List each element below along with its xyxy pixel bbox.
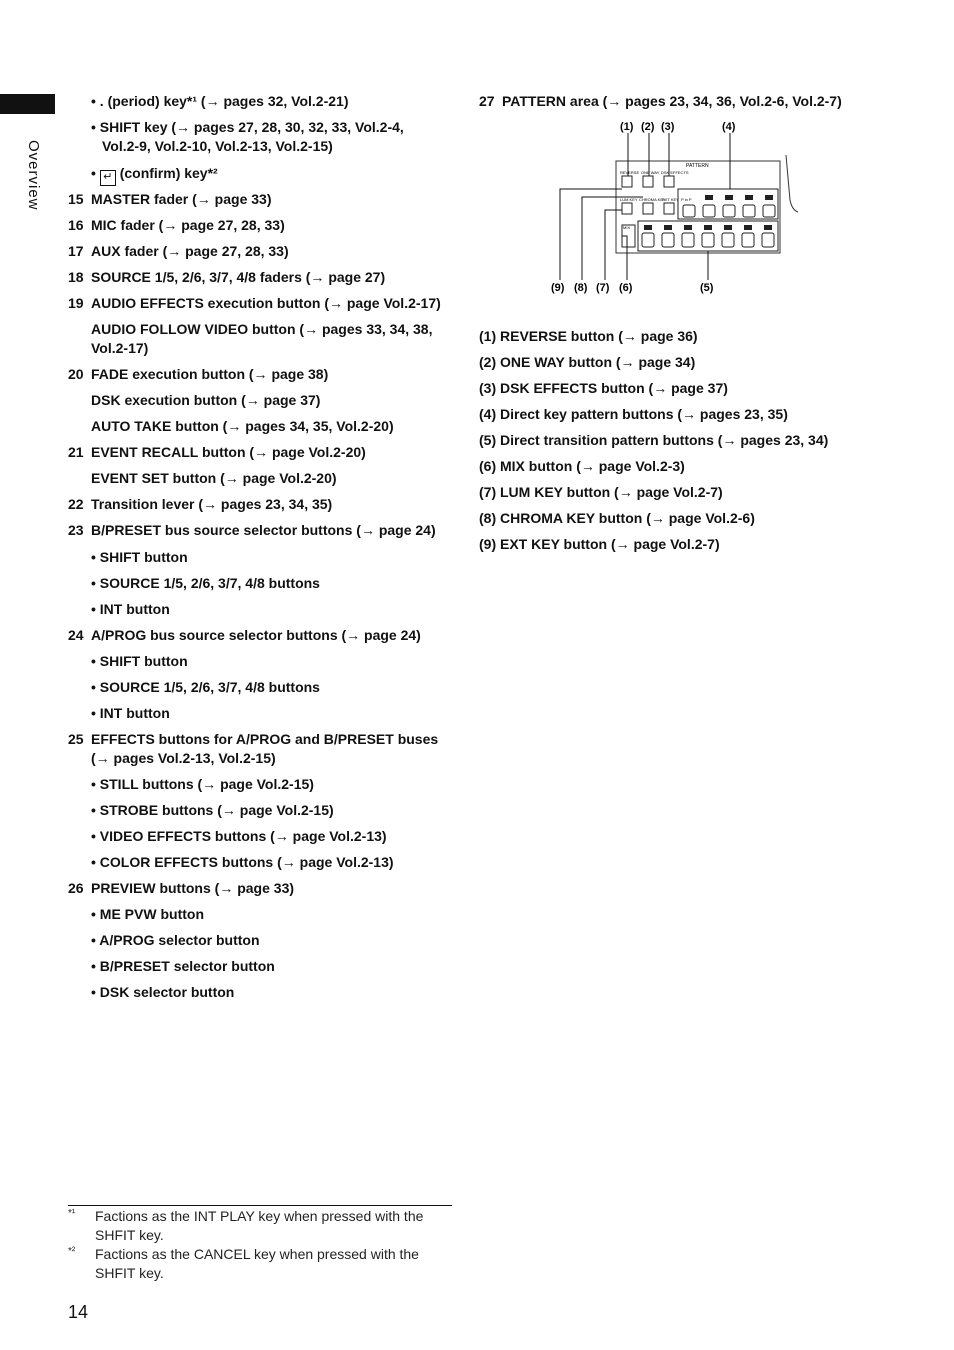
- section-tab-marker: [0, 94, 55, 114]
- svg-text:MIX: MIX: [623, 225, 631, 230]
- item-number: 15: [68, 191, 84, 207]
- left-list-item: • ME PVW button: [91, 906, 204, 922]
- callout-1: (1): [620, 121, 634, 133]
- item-number: 16: [68, 217, 84, 233]
- left-list-item: AUDIO FOLLOW VIDEO button (→ pages 33, 34, 38,: [91, 321, 433, 337]
- callout-3: (3): [661, 121, 675, 133]
- page-number: 14: [68, 1302, 89, 1322]
- svg-text:REVERSE: REVERSE: [620, 170, 640, 175]
- pattern-area-diagram: [540, 115, 860, 300]
- pattern-item: (9) EXT KEY button (→ page Vol.2-7): [479, 536, 720, 552]
- left-list-item: • B/PRESET selector button: [91, 958, 275, 974]
- callout-6: (6): [619, 282, 633, 294]
- footnote-mark: *²: [68, 1246, 76, 1257]
- item-number: 20: [68, 366, 84, 382]
- pattern-area-heading: PATTERN area (→ pages 23, 34, 36, Vol.2-6, Vol.2-7): [502, 93, 842, 109]
- left-list-item: EVENT RECALL button (→ page Vol.2-20): [91, 444, 366, 460]
- left-list-item: • . (period) key*¹ (→ pages 32, Vol.2-21): [91, 93, 349, 109]
- left-list-item: (→ pages Vol.2-13, Vol.2-15): [91, 750, 276, 766]
- pattern-item: (6) MIX button (→ page Vol.2-3): [479, 458, 685, 474]
- left-list-item: Vol.2-17): [91, 340, 149, 356]
- left-list-item: • ↵ (confirm) key*²: [91, 164, 218, 186]
- svg-text:DSK EFFECTS: DSK EFFECTS: [661, 170, 689, 175]
- item-number: 22: [68, 496, 84, 512]
- item-number: 24: [68, 627, 84, 643]
- item-number: 19: [68, 295, 84, 311]
- item-number: 25: [68, 731, 84, 747]
- left-list-item: • SHIFT button: [91, 653, 188, 669]
- left-list-item: AUX fader (→ page 27, 28, 33): [91, 243, 289, 259]
- left-list-item: MIC fader (→ page 27, 28, 33): [91, 217, 285, 233]
- pattern-item: (2) ONE WAY button (→ page 34): [479, 354, 696, 370]
- callout-5: (5): [700, 282, 714, 294]
- item-number: 23: [68, 522, 84, 538]
- footnote-text: SHFIT key.: [95, 1227, 164, 1243]
- left-list-item: • SHIFT key (→ pages 27, 28, 30, 32, 33, Vol.2-4,: [91, 119, 404, 135]
- left-list-item: • A/PROG selector button: [91, 932, 260, 948]
- callout-4: (4): [722, 121, 736, 133]
- left-list-item: PREVIEW buttons (→ page 33): [91, 880, 295, 896]
- left-list-item: SOURCE 1/5, 2/6, 3/7, 4/8 faders (→ page 27): [91, 269, 386, 285]
- item-number: 17: [68, 243, 84, 259]
- pattern-item: (7) LUM KEY button (→ page Vol.2-7): [479, 484, 723, 500]
- enter-key-icon: ↵: [100, 170, 116, 186]
- left-list-item: AUTO TAKE button (→ pages 34, 35, Vol.2-20): [91, 418, 394, 434]
- panel-title: PATTERN: [686, 163, 709, 169]
- svg-text:LUM KEY: LUM KEY: [620, 197, 638, 202]
- left-list-item: MASTER fader (→ page 33): [91, 191, 272, 207]
- footnote-mark: *¹: [68, 1208, 76, 1219]
- item-number: 26: [68, 880, 84, 896]
- callout-2: (2): [641, 121, 655, 133]
- item-number: 27: [479, 93, 495, 109]
- left-list-item: • SOURCE 1/5, 2/6, 3/7, 4/8 buttons: [91, 575, 320, 591]
- callout-8: (8): [574, 282, 588, 294]
- footnote-text: SHFIT key.: [95, 1265, 164, 1281]
- left-list-item: Transition lever (→ pages 23, 34, 35): [91, 496, 333, 512]
- left-list-item: • INT button: [91, 601, 170, 617]
- svg-text:CHROMA KEY: CHROMA KEY: [639, 197, 666, 202]
- left-list-item: EFFECTS buttons for A/PROG and B/PRESET buses: [91, 731, 439, 747]
- left-list-item: DSK execution button (→ page 37): [91, 392, 321, 408]
- left-list-item: • SOURCE 1/5, 2/6, 3/7, 4/8 buttons: [91, 679, 320, 695]
- left-list-item: • DSK selector button: [91, 984, 235, 1000]
- svg-text:ONE WAY: ONE WAY: [641, 170, 660, 175]
- item-number: 21: [68, 444, 84, 460]
- callout-9: (9): [551, 282, 565, 294]
- left-list-item: Vol.2-9, Vol.2-10, Vol.2-13, Vol.2-15): [102, 138, 333, 154]
- left-list-item: • VIDEO EFFECTS buttons (→ page Vol.2-13): [91, 828, 387, 844]
- left-list-item: • INT button: [91, 705, 170, 721]
- footnote-text: Factions as the CANCEL key when pressed with the: [95, 1246, 419, 1262]
- footnote-text: Factions as the INT PLAY key when pressed with the: [95, 1208, 424, 1224]
- left-list-item: B/PRESET bus source selector buttons (→ page 24): [91, 522, 436, 538]
- left-list-item: • STILL buttons (→ page Vol.2-15): [91, 776, 314, 792]
- left-list-item: • COLOR EFFECTS buttons (→ page Vol.2-13): [91, 854, 394, 870]
- left-list-item: EVENT SET button (→ page Vol.2-20): [91, 470, 337, 486]
- pattern-item: (3) DSK EFFECTS button (→ page 37): [479, 380, 728, 396]
- pattern-item: (5) Direct transition pattern buttons (→ pages 23, 34): [479, 432, 829, 448]
- pattern-item: (4) Direct key pattern buttons (→ pages 23, 35): [479, 406, 788, 422]
- left-list-item: • SHIFT button: [91, 549, 188, 565]
- item-number: 18: [68, 269, 84, 285]
- svg-text:EXT KEY: EXT KEY: [662, 197, 679, 202]
- left-list-item: AUDIO EFFECTS execution button (→ page Vol.2-17): [91, 295, 441, 311]
- left-list-item: A/PROG bus source selector buttons (→ page 24): [91, 627, 421, 643]
- left-list-item: • STROBE buttons (→ page Vol.2-15): [91, 802, 334, 818]
- left-list-item: FADE execution button (→ page 38): [91, 366, 329, 382]
- pattern-item: (8) CHROMA KEY button (→ page Vol.2-6): [479, 510, 755, 526]
- section-side-label: Overview: [25, 140, 42, 211]
- pattern-item: (1) REVERSE button (→ page 36): [479, 328, 698, 344]
- footnote-rule: [68, 1205, 452, 1206]
- callout-7: (7): [596, 282, 610, 294]
- svg-text:P in P: P in P: [681, 197, 692, 202]
